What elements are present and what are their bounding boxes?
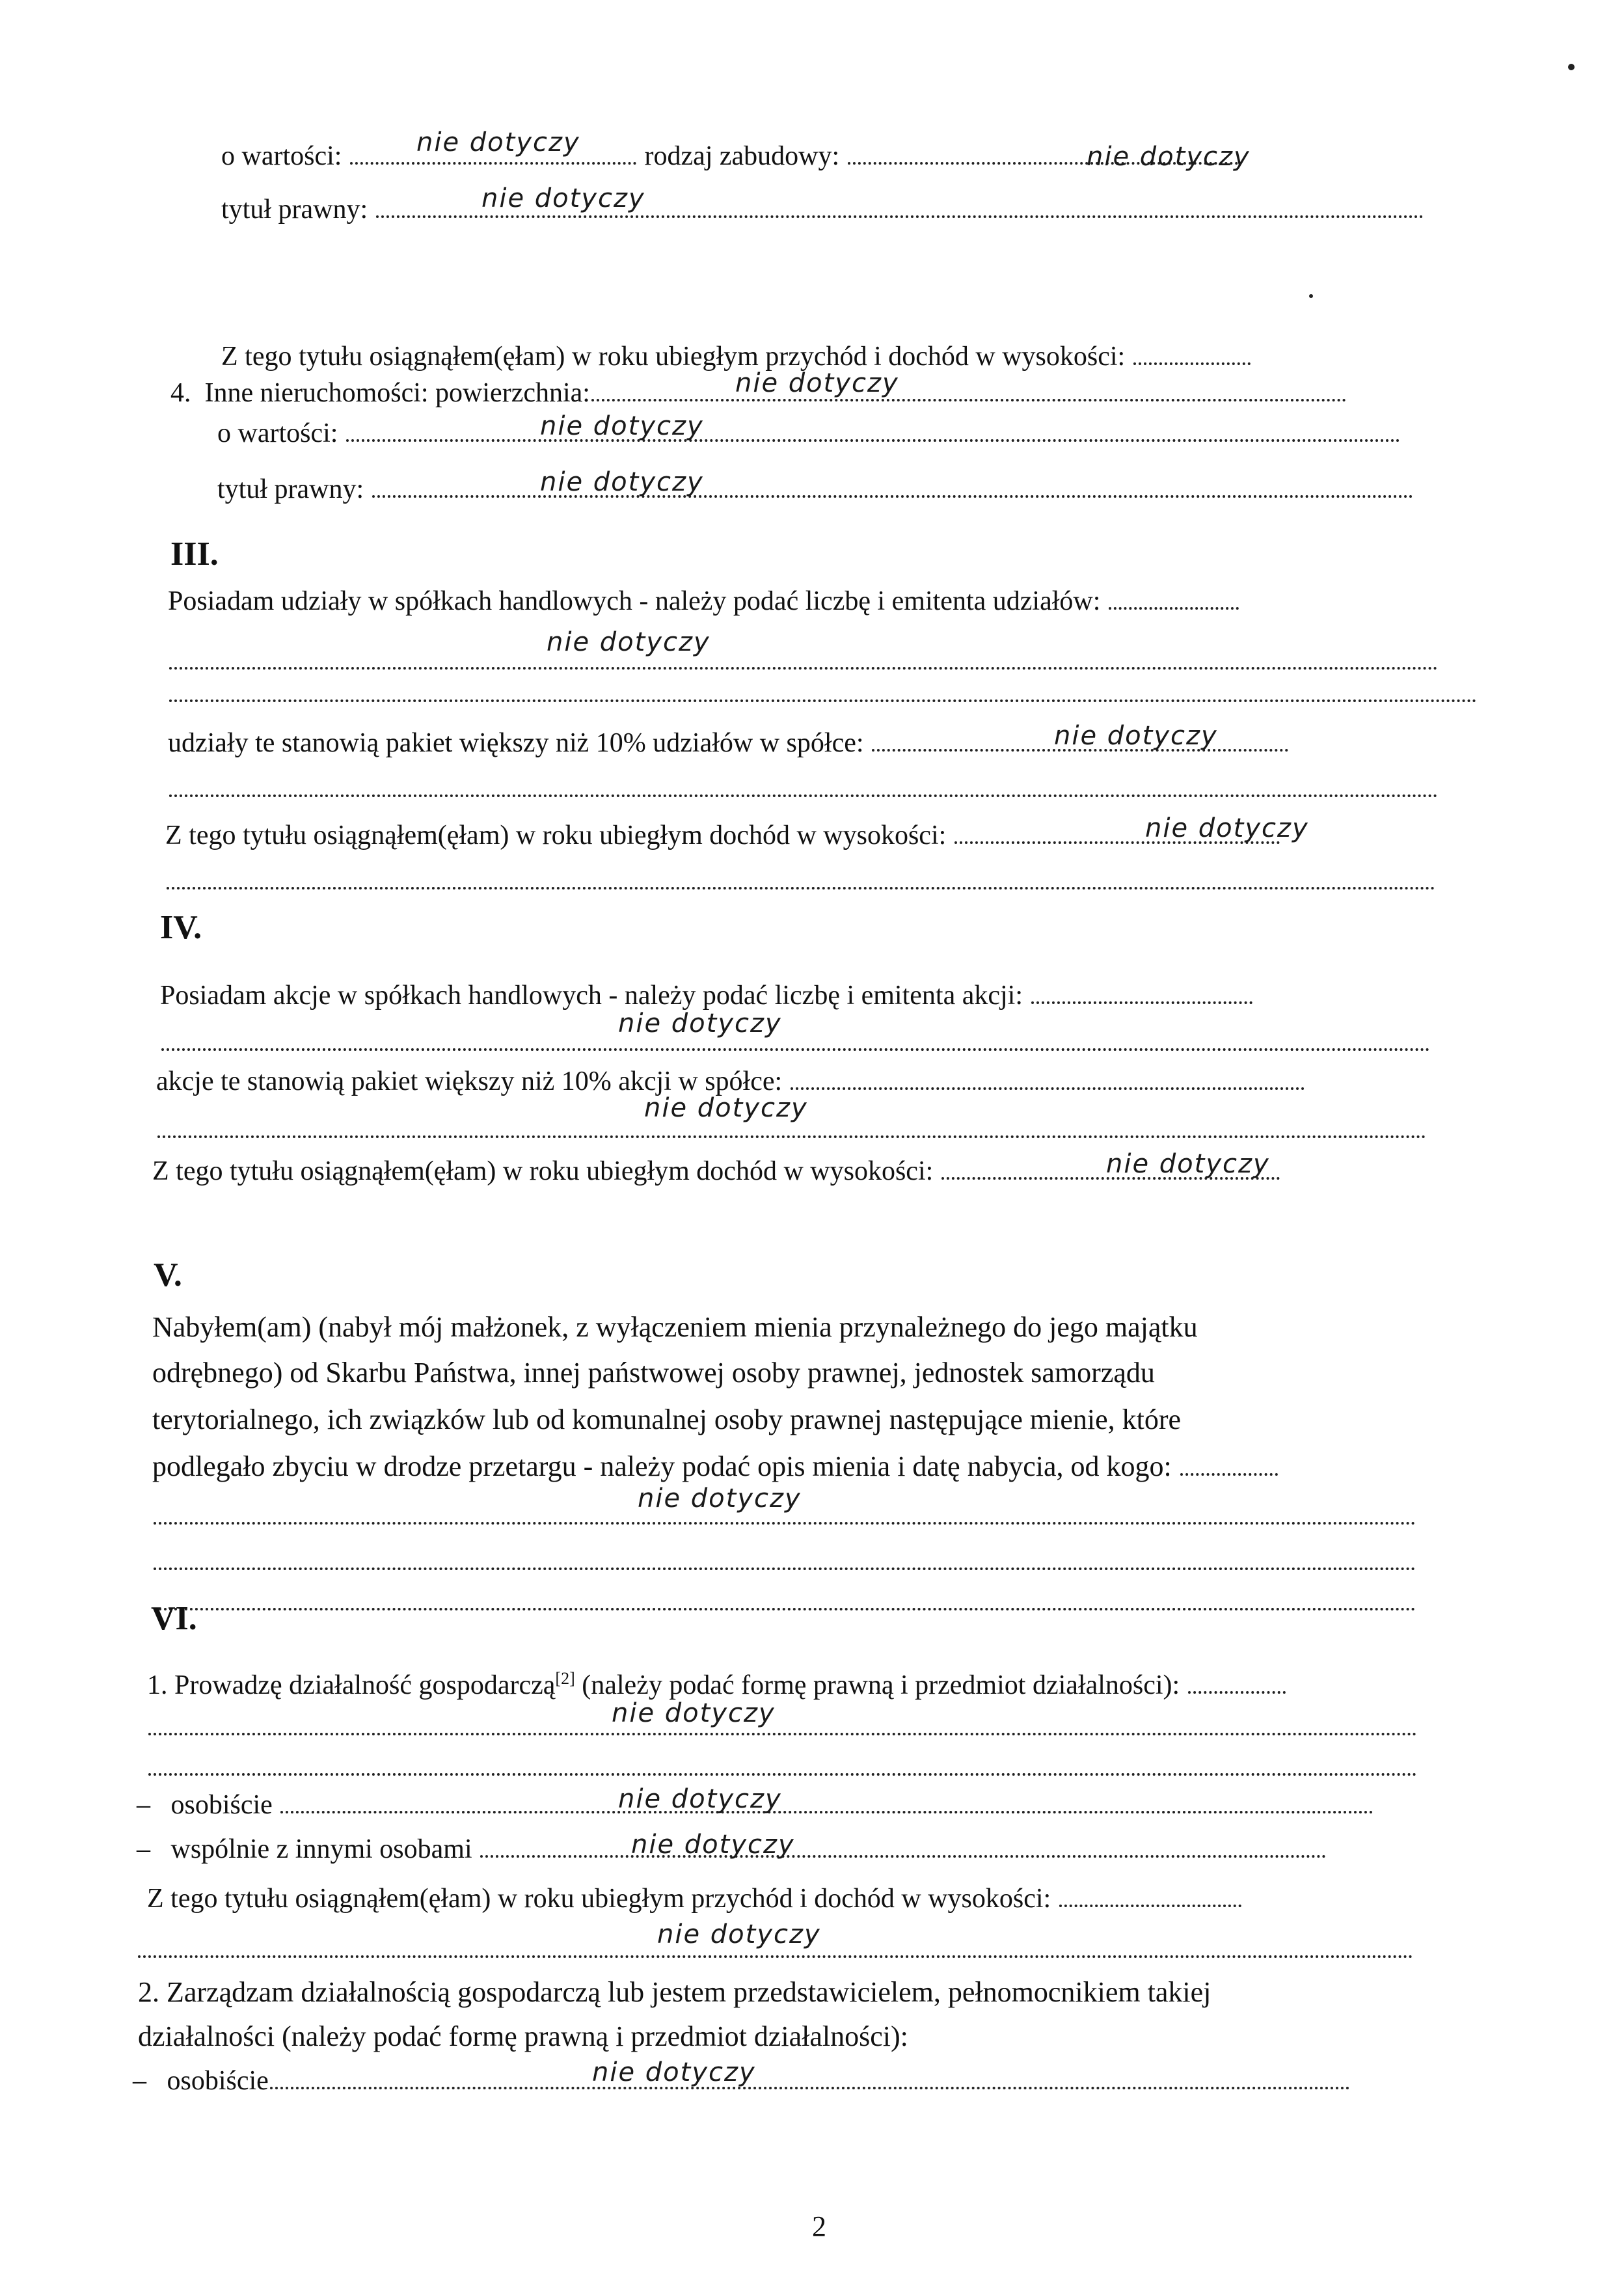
label-income: Z tego tytułu osiągnąłem(ęłam) w roku ubiegłym dochód w wysokości: — [165, 821, 953, 850]
blank-line — [168, 644, 1439, 678]
handwritten-answer: nie dotyczy — [618, 1009, 782, 1038]
handwritten-answer: nie dotyczy — [481, 183, 645, 213]
handwritten-answer: nie dotyczy — [631, 1830, 795, 1860]
blank-line — [168, 677, 1478, 711]
label-value: o wartości: — [217, 418, 345, 448]
section-heading-iv: IV. — [160, 909, 202, 946]
shares-line — [168, 584, 1240, 618]
label-jointly: wspólnie z innymi osobami — [170, 1834, 480, 1864]
label-shares-10pct: udziały te stanowią pakiet większy niż 10% udziałów w spółce: — [168, 728, 871, 758]
label-business: 1. Prowadzę działalność gospodarczą — [147, 1670, 556, 1700]
label-income: Z tego tytułu osiągnąłem(ęłam) w roku ubiegłym dochód w wysokości: — [152, 1156, 940, 1186]
blank-line — [152, 1585, 1417, 1619]
label-income: Z tego tytułu osiągnąłem(ęłam) w roku ubiegłym przychód i dochód w wysokości: — [147, 1884, 1058, 1914]
section-heading-vi: VI. — [151, 1600, 197, 1637]
item-number: 4. — [170, 378, 191, 408]
dash: – — [137, 1790, 150, 1820]
blank-line — [168, 772, 1439, 806]
label-acquired-property: podlegało zbyciu w drodze przetargu - należy podać opis mienia i datę nabycia, od kogo: — [152, 1450, 1179, 1482]
management-text-1: 2. Zarządzam działalnością gospodarczą lub jestem przedstawicielem, pełnomocnikiem takiej — [138, 1976, 1211, 2008]
legal-title-line — [221, 193, 1425, 226]
label-building-type: rodzaj zabudowy: — [637, 141, 846, 171]
footnote-ref: [2] — [555, 1669, 575, 1688]
blank-line — [152, 1545, 1417, 1579]
acquired-text-3: terytorialnego, ich związków lub od komunalnej osoby prawnej następujące mienie, które — [152, 1404, 1182, 1435]
label-legal-title: tytuł prawny: — [217, 474, 371, 504]
handwritten-answer: nie dotyczy — [735, 368, 899, 398]
handwritten-answer: nie dotyczy — [1106, 1149, 1270, 1179]
section-heading-iii: III. — [170, 536, 219, 573]
acquired-text-4 — [152, 1450, 1279, 1484]
scan-speck — [1568, 64, 1575, 70]
handwritten-answer: nie dotyczy — [1054, 721, 1218, 751]
handwritten-answer: nie dotyczy — [644, 1093, 808, 1123]
dash: – — [133, 2066, 146, 2096]
handwritten-answer: nie dotyczy — [1145, 813, 1309, 843]
legal-title-line-2 — [217, 472, 1414, 506]
handwritten-answer: nie dotyczy — [657, 1920, 821, 1949]
blank-line — [147, 1710, 1418, 1744]
label-shares: Posiadam udziały w spółkach handlowych - należy podać liczbę i emitenta udziałów: — [168, 586, 1107, 616]
handwritten-answer: nie dotyczy — [618, 1784, 782, 1814]
acquired-text-1: Nabyłem(am) (nabył mój małżonek, z wyłączeniem mienia przynależnego do jego majątku — [152, 1311, 1198, 1343]
business-line — [147, 1662, 1287, 1702]
handwritten-answer: nie dotyczy — [1087, 142, 1251, 172]
handwritten-answer: nie dotyczy — [540, 411, 704, 441]
scan-speck — [1309, 294, 1313, 298]
label-stocks: Posiadam akcje w spółkach handlowych - należy podać liczbę i emitenta akcji: — [160, 981, 1030, 1011]
handwritten-answer: nie dotyczy — [638, 1484, 802, 1513]
label-personally: osobiście — [167, 2066, 269, 2096]
label-stocks-10pct: akcje te stanowią pakiet większy niż 10% akcji w spółce: — [156, 1066, 789, 1096]
acquired-text-2: odrębnego) od Skarbu Państwa, innej państwowej osoby prawnej, jednostek samorządu — [152, 1357, 1155, 1389]
handwritten-answer: nie dotyczy — [592, 2057, 756, 2087]
label-value: o wartości: — [221, 141, 349, 171]
income-line-business — [147, 1882, 1243, 1916]
label-income: Z tego tytułu osiągnąłem(ęłam) w roku ubiegłym przychód i dochód w wysokości: — [221, 342, 1132, 372]
stocks-line — [160, 979, 1254, 1012]
label-legal-title: tytuł prawny: — [221, 195, 375, 224]
income-line-shares — [165, 819, 1281, 852]
handwritten-answer: nie dotyczy — [416, 128, 580, 157]
label-other-property: Inne nieruchomości: powierzchnia: — [204, 378, 590, 408]
value-line-2 — [217, 416, 1401, 450]
dash: – — [137, 1834, 150, 1864]
blank-line — [160, 1025, 1431, 1059]
label-business-note: (należy podać formę prawną i przedmiot działalności): — [575, 1670, 1187, 1700]
blank-line — [147, 1750, 1418, 1784]
blank-line — [165, 864, 1437, 898]
section-heading-v: V. — [154, 1256, 182, 1294]
handwritten-answer: nie dotyczy — [612, 1698, 776, 1728]
management-text-2: działalności (należy podać formę prawną i przedmiot działalności): — [138, 2020, 908, 2052]
handwritten-answer: nie dotyczy — [547, 627, 710, 657]
page-number: 2 — [812, 2210, 826, 2242]
label-personally: osobiście — [170, 1790, 280, 1820]
handwritten-answer: nie dotyczy — [540, 467, 704, 497]
